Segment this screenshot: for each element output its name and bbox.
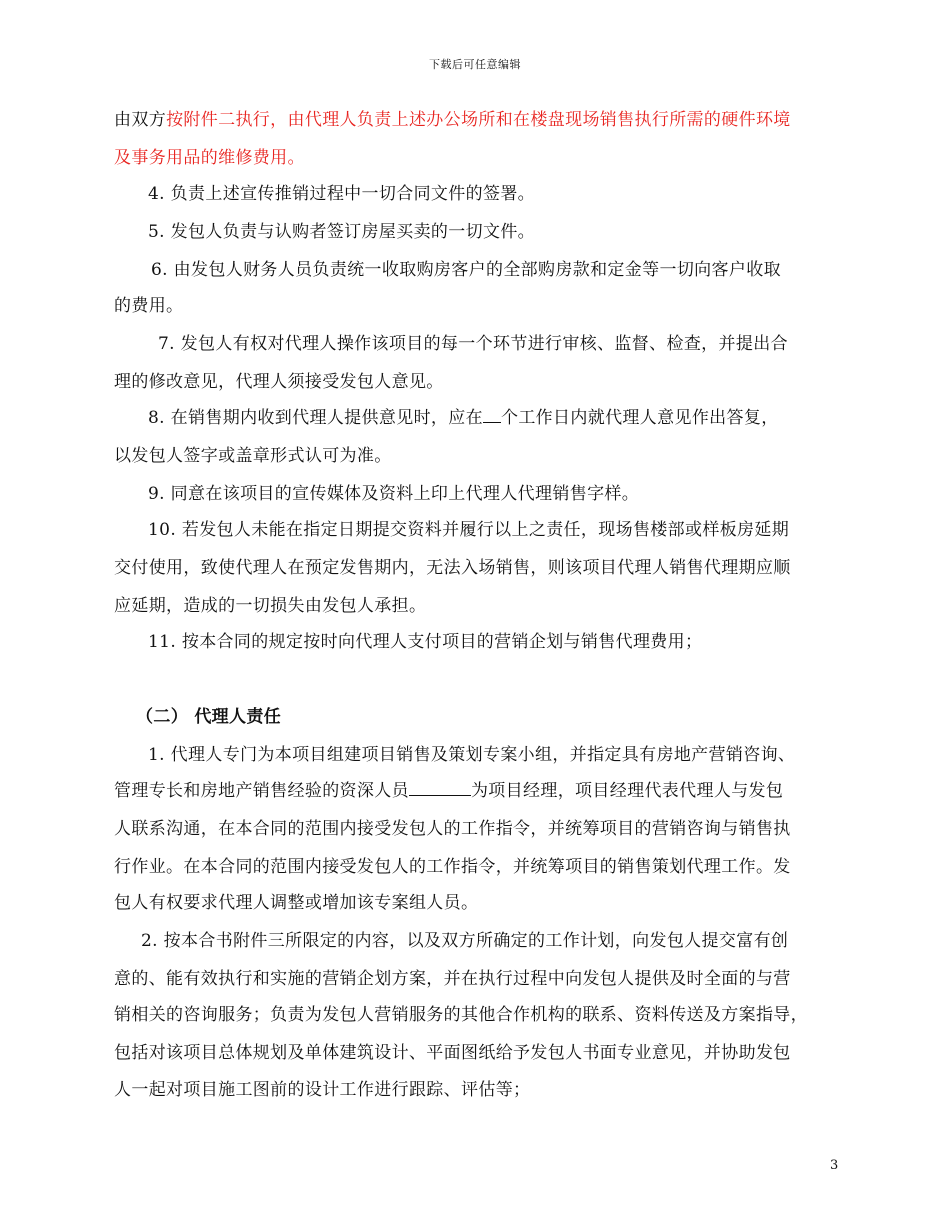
blank-line [483,421,501,423]
paragraph-line: 管理专长和房地产销售经验的资深人员 为项目经理，项目经理代表代理人与发包 [114,781,784,801]
list-item: 9. 同意在该项目的宣传媒体及资料上印上代理人代理销售字样。 [148,484,640,504]
highlighted-text: 按附件二执行，由代理人负责上述办公场所和在楼盘现场销售执行所需的硬件环境 [166,110,791,130]
list-item: 1. 代理人专门为本项目组建项目销售及策划专案小组，并指定具有房地产营销咨询、 [148,745,796,765]
paragraph-line: 包括对该项目总体规划及单体建筑设计、平面图纸给予发包人书面专业意见，并协助发包 [114,1043,791,1063]
list-item: 8. 在销售期内收到代理人提供意见时，应在 个工作日内就代理人意见作出答复， [148,408,779,428]
list-item: 10. 若发包人未能在指定日期提交资料并履行以上之责任，现场售楼部或样板房延期 [148,520,790,540]
page-number: 3 [830,1158,839,1173]
list-item: 5. 发包人负责与认购者签订房屋买卖的一切文件。 [148,222,536,242]
paragraph-line: 人联系沟通，在本合同的范围内接受发包人的工作指令，并统筹项目的营销咨询与销售执 [114,819,791,839]
list-item: 11. 按本合同的规定按时向代理人支付项目的营销企划与销售代理费用； [148,632,703,652]
paragraph-line: 销相关的咨询服务；负责为发包人营销服务的其他合作机构的联系、资料传送及方案指导， [114,1005,808,1025]
paragraph-line: 包人有权要求代理人调整或增加该专案组人员。 [114,893,479,913]
page-header: 下载后可任意编辑 [429,58,521,71]
paragraph-line: 行作业。在本合同的范围内接受发包人的工作指令，并统筹项目的销售策划代理工作。发 [114,857,791,877]
section-heading: （二） 代理人责任 [136,707,282,727]
paragraph-line: 人一起对项目施工图前的设计工作进行跟踪、评估等； [114,1080,531,1100]
paragraph-line: 意的、能有效执行和实施的营销企划方案，并在执行过程中向发包人提供及时全面的与营 [114,969,791,989]
highlighted-text: 及事务用品的维修费用。 [114,148,305,168]
paragraph-line: 由双方按附件二执行，由代理人负责上述办公场所和在楼盘现场销售执行所需的硬件环境 [114,110,791,130]
list-item: 4. 负责上述宣传推销过程中一切合同文件的签署。 [148,184,536,204]
paragraph-line: 的费用。 [114,296,184,316]
paragraph-line: 应延期，造成的一切损失由发包人承担。 [114,596,427,616]
list-item: 7. 发包人有权对代理人操作该项目的每一个环节进行审核、监督、检查，并提出合 [158,334,788,354]
list-item: 2. 按本合书附件三所限定的内容，以及双方所确定的工作计划，向发包人提交富有创 [141,931,789,951]
paragraph-line: 交付使用，致使代理人在预定发售期内，无法入场销售，则该项目代理人销售代理期应顺 [114,558,791,578]
blank-line [409,794,471,796]
paragraph-line: 理的修改意见，代理人须接受发包人意见。 [114,372,444,392]
paragraph-line: 以发包人签字或盖章形式认可为准。 [114,446,392,466]
list-item: 6. 由发包人财务人员负责统一收取购房客户的全部购房款和定金等一切向客户收取 [151,260,781,280]
